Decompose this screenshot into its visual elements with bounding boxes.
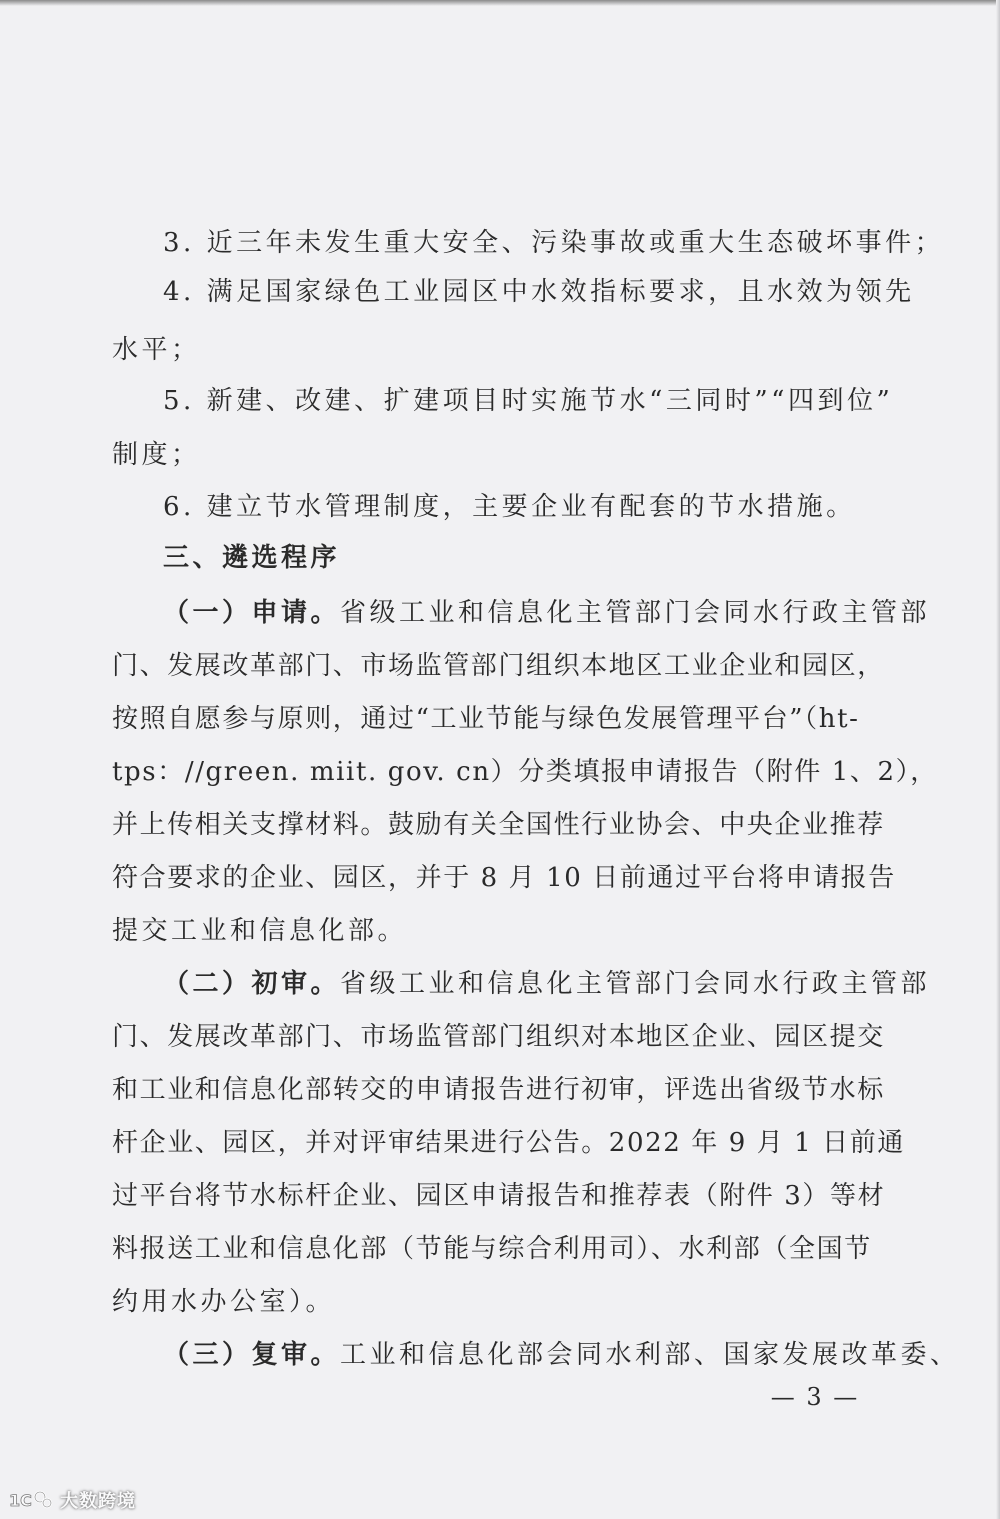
step-2-line-7: 约用水办公室）。 (112, 1287, 336, 1317)
step-1-line-1 (163, 596, 931, 630)
scan-right-edge (996, 0, 1000, 1519)
criterion-5-cont: 制度； (112, 440, 201, 470)
step-2-line-6: 料报送工业和信息化部（节能与综合利用司）、水利部（全国节 (112, 1234, 872, 1264)
step-1-text: 省级工业和信息化主管部门会同水行政主管部 (340, 598, 931, 628)
scan-top-edge (0, 0, 1000, 6)
step-1-line-6: 符合要求的企业、园区，并于 8 月 10 日前通过平台将申请报告 (112, 863, 896, 893)
criterion-4-cont: 水平； (112, 335, 201, 365)
step-2-label: （二）初审。 (163, 969, 341, 999)
criterion-4: 4. 满足国家绿色工业园区中水效指标要求，且水效为领先 (163, 277, 915, 307)
step-2-line-5: 过平台将节水标杆企业、园区申请报告和推荐表（附件 3）等材 (112, 1181, 886, 1211)
criterion-6: 6. 建立节水管理制度，主要企业有配套的节水措施。 (163, 492, 856, 522)
step-1-label: （一）申请。 (163, 598, 341, 628)
svg-text:1C: 1C (9, 1491, 32, 1510)
step-1-line-3: 按照自愿参与原则，通过“工业节能与绿色发展管理平台”（ht- (112, 704, 860, 734)
step-3-line-1 (163, 1338, 960, 1372)
step-2-line-4: 杆企业、园区，并对评审结果进行公告。2022 年 9 月 1 日前通 (112, 1128, 905, 1158)
page-number: — 3 — (770, 1383, 860, 1411)
step-2-line-2: 门、发展改革部门、市场监管部门组织对本地区企业、园区提交 (112, 1022, 885, 1052)
step-3-label: （三）复审。 (163, 1340, 341, 1370)
watermark (8, 1487, 136, 1513)
step-2-line-3: 和工业和信息化部转交的申请报告进行初审，评选出省级节水标 (112, 1075, 885, 1105)
step-1-line-7: 提交工业和信息化部。 (112, 916, 408, 946)
section-heading-3: 三、遴选程序 (163, 543, 341, 573)
watermark-text: 大数跨境 (60, 1491, 136, 1512)
step-2-text: 省级工业和信息化主管部门会同水行政主管部 (340, 969, 931, 999)
criterion-3: 3. 近三年未发生重大安全、污染事故或重大生态破坏事件； (163, 228, 945, 258)
criterion-5: 5. 新建、改建、扩建项目时实施节水“三同时”“四到位” (163, 386, 894, 416)
step-1-line-5: 并上传相关支撑材料。鼓励有关全国性行业协会、中央企业推荐 (112, 810, 885, 840)
step-3-text: 工业和信息化部会同水利部、国家发展改革委、 (340, 1340, 960, 1370)
step-1-line-4: tps：//green. miit. gov. cn）分类填报申请报告（附件 1、2）， (112, 757, 938, 787)
watermark-logo-icon (8, 1488, 54, 1512)
step-1-line-2: 门、发展改革部门、市场监管部门组织本地区工业企业和园区， (112, 651, 885, 681)
step-2-line-1 (163, 967, 931, 1001)
